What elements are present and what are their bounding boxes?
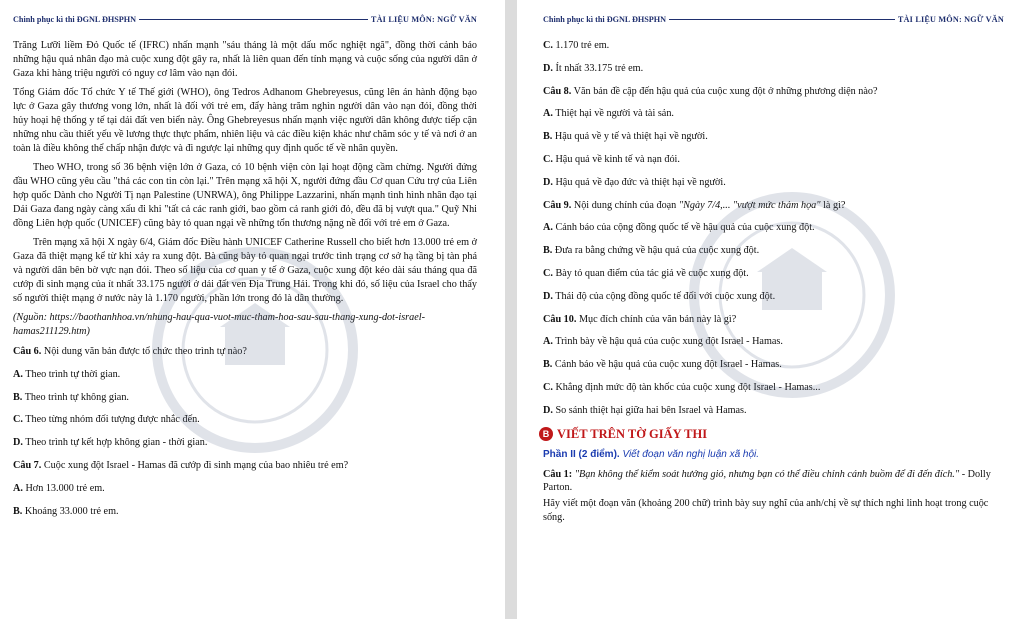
option-text: Hơn 13.000 trẻ em. — [22, 482, 105, 494]
question-6-option-b — [13, 391, 477, 405]
option-text: Theo trình tự thời gian. — [22, 368, 121, 380]
page-header — [543, 13, 1004, 25]
page-left — [0, 0, 505, 619]
question-9-quote: "Ngày 7/4,... "vượt mức thảm họa" — [678, 199, 821, 211]
page-right — [517, 0, 1024, 619]
option-text: Đưa ra bằng chứng về hậu quả của cuộc xung đột. — [552, 245, 760, 257]
option-key: D. — [543, 290, 553, 302]
question-9-option-b — [543, 244, 1004, 258]
source-citation: (Nguồn: https://baothanhhoa.vn/nhung-hau-qua-vuot-muc-tham-hoa-sau-sau-thang-xung-dot-israel-hamas211129.htm) — [13, 312, 425, 338]
header-right: TÀI LIỆU MÔN: NGỮ VĂN — [370, 14, 477, 24]
question-6-option-c — [13, 413, 477, 427]
header-left: Chinh phục kì thi ĐGNL ĐHSPHN — [13, 14, 137, 24]
option-text: Thiệt hại về người và tài sản. — [552, 108, 674, 120]
header-right: TÀI LIỆU MÔN: NGỮ VĂN — [897, 14, 1004, 24]
paragraph-1: Trăng Lưỡi liềm Đỏ Quốc tế (IFRC) nhấn mạnh "sáu tháng là một dấu mốc nghiệt ngã", đồng thời cảnh báo những hậu quả nhân đạo mà cuộc xung đột gây ra, nhất là liên quan đến tính mạng và cuộc sống của người dân ở Gaza khi hàng triệu người có nguy cơ lâm vào nạn đói. — [13, 40, 477, 79]
question-9-number: Câu 9. — [543, 199, 572, 211]
page-header — [13, 13, 477, 25]
question-6 — [13, 345, 477, 359]
question-8-option-b — [543, 130, 1004, 144]
question-9 — [543, 199, 1004, 213]
option-key: D. — [543, 62, 553, 74]
option-key: D. — [13, 437, 23, 449]
question-10-number: Câu 10. — [543, 313, 577, 325]
option-key: A. — [13, 368, 23, 380]
question-8 — [543, 85, 1004, 99]
option-key: C. — [543, 267, 553, 279]
option-key: B. — [13, 505, 23, 517]
question-6-number: Câu 6. — [13, 345, 42, 357]
option-text: Theo từng nhóm đối tượng được nhắc đến. — [22, 414, 200, 426]
question-8-option-d — [543, 176, 1004, 190]
option-key: B. — [543, 359, 553, 371]
option-text: Ít nhất 33.175 trẻ em. — [552, 62, 644, 74]
option-key: B. — [543, 131, 553, 143]
question-7 — [13, 459, 477, 473]
option-key: B. — [543, 245, 553, 257]
writing-question-1-task: Hãy viết một đoạn văn (khoảng 200 chữ) trình bày suy nghĩ của anh/chị về sự thích nghi linh hoạt trong cuộc sống. — [543, 498, 989, 523]
question-10 — [543, 313, 1004, 327]
question-10-option-b — [543, 358, 1004, 372]
option-key: C. — [543, 40, 553, 51]
question-7-number: Câu 7. — [13, 459, 42, 471]
option-text: Trình bày về hậu quả của cuộc xung đột Israel - Hamas. — [552, 336, 783, 348]
writing-question-1-number: Câu 1: — [543, 468, 573, 480]
question-7-option-d — [543, 62, 1004, 76]
paragraph-4: Trên mạng xã hội X ngày 6/4, Giám đốc Điều hành UNICEF Catherine Russell cho biết hơn 13.000 trẻ em ở Gaza đã thiệt mạng kể từ khi xảy ra xung đột. Bà cũng bày tỏ quan ngại trước tình trạng cơ sở hạ tầng bị tàn phá và người dân bên bờ vực nạn đói. Theo số liệu của cơ quan y tế ở Gaza, cuộc xung đột kéo dài sáu tháng qua đã cướp đi sinh mạng của ít nhất 33.175 người ở dải đất ven Địa Trung Hải. Trong khi đó, số liệu của Israel cho thấy số người thiệt mạng ở nước này là 1.170 người, phần lớn trong đó là dân thường. — [13, 237, 477, 304]
paragraph-3: Theo WHO, trong số 36 bệnh viện lớn ở Gaza, có 10 bệnh viện còn lại hoạt động cầm chừng. Người đứng đầu WHO cũng yêu cầu "thả các con tin còn lại." Trên mạng xã hội X, người đứng đầu Cơ quan Cứu trợ của Liên hợp quốc Dành cho Người Tị nạn Palestine (UNRWA), ông Philippe Lazzarini, nhấn mạnh tình hình nhân đạo tại Dải Gaza đang ngày càng xấu đi khi "tất cả các ranh giới, bao gồm cả ranh giới đỏ, đều đã bị vượt qua." Quỹ Nhi đồng Liên hợp quốc (UNICEF) cũng bày tỏ quan ngại về những tổn thương nặng nề đối với trẻ em ở Gaza. — [13, 162, 477, 229]
part-label: Phần II (2 điểm). — [543, 448, 620, 460]
option-key: A. — [543, 222, 553, 234]
option-text: Hậu quả về y tế và thiệt hại về người. — [552, 131, 708, 143]
question-10-option-c — [543, 381, 1004, 395]
option-text: Cảnh báo của cộng đồng quốc tế về hậu quả của cuộc xung đột. — [552, 222, 815, 234]
header-rule — [139, 19, 368, 20]
question-6-option-d — [13, 436, 477, 450]
option-text: Theo trình tự không gian. — [22, 391, 129, 403]
section-heading — [539, 427, 1004, 442]
option-key: C. — [13, 414, 23, 426]
option-text: Bày tỏ quan điểm của tác giả về cuộc xung đột. — [552, 267, 749, 279]
option-key: A. — [13, 482, 23, 494]
section-badge: B — [539, 427, 553, 441]
paragraph-2: Tổng Giám đốc Tổ chức Y tế Thế giới (WHO), ông Tedros Adhanom Ghebreyesus, cũng lên án hành động bạo lực ở Gaza gây thương vong lớn, nhất là đối với trẻ em, đẩy hàng trăm nghìn người dân vào nạn đói, đồng thời hủy hoại hệ thống y tế tại dải đất ven biển này. Ông Ghebreyesus nhấn mạnh việc người dân không được tiếp cận những nhu cầu thiết yếu về lương thực thực phẩm, nhiên liệu và các điều kiện khác như chăm sóc y tế và nơi ở an toàn là điều không thể chấp nhận được và đi ngược lại những quy định quốc tế về nhân quyền. — [13, 87, 477, 154]
question-7-option-c — [543, 39, 1004, 53]
question-9-option-a — [543, 221, 1004, 235]
option-text: Theo trình tự kết hợp không gian - thời gian. — [22, 437, 208, 449]
question-8-option-c — [543, 153, 1004, 167]
part-heading — [543, 449, 1004, 460]
section-title: VIẾT TRÊN TỜ GIẤY THI — [557, 426, 708, 441]
option-text: 1.170 trẻ em. — [552, 40, 610, 51]
option-key: C. — [543, 153, 553, 165]
option-key: A. — [543, 336, 553, 348]
option-key: C. — [543, 381, 553, 393]
option-text: Cảnh báo về hậu quả của cuộc xung đột Israel - Hamas. — [552, 359, 782, 371]
question-8-text: Văn bản đề cập đến hậu quả của cuộc xung đột ở những phương diện nào? — [571, 85, 878, 97]
question-7-text: Cuộc xung đột Israel - Hamas đã cướp đi sinh mạng của bao nhiêu trẻ em? — [41, 459, 349, 471]
option-key: A. — [543, 108, 553, 120]
header-left: Chinh phục kì thi ĐGNL ĐHSPHN — [543, 14, 667, 24]
question-10-text: Mục đích chính của văn bản này là gì? — [576, 313, 737, 325]
question-9-text-a: Nội dung chính của đoạn — [571, 199, 679, 211]
question-9-text-b: là gì? — [820, 199, 846, 211]
question-9-option-d — [543, 290, 1004, 304]
part-description: Viết đoạn văn nghị luận xã hội. — [619, 448, 760, 460]
writing-question-1-author: - Dolly Parton. — [543, 468, 991, 494]
question-7-option-b — [13, 505, 477, 519]
option-key: D. — [543, 404, 553, 416]
question-7-option-a — [13, 482, 477, 496]
option-key: B. — [13, 391, 23, 403]
option-key: D. — [543, 176, 553, 188]
option-text: Khoảng 33.000 trẻ em. — [22, 505, 119, 517]
header-rule — [669, 19, 895, 20]
question-9-option-c — [543, 267, 1004, 281]
question-6-text: Nội dung văn bản được tổ chức theo trình tự nào? — [41, 345, 247, 357]
option-text: Thái độ của cộng đồng quốc tế đối với cuộc xung đột. — [552, 290, 776, 302]
question-10-option-d — [543, 404, 1004, 418]
writing-question-1-quote: "Bạn không thể kiểm soát hướng gió, nhưng bạn có thể điều chỉnh cánh buồm để đi đến đích." — [572, 468, 960, 480]
option-text: Hậu quả về kinh tế và nạn đói. — [552, 153, 680, 165]
option-text: Khẳng định mức độ tàn khốc của cuộc xung đột Israel - Hamas... — [552, 381, 821, 393]
writing-question-1 — [543, 468, 1004, 496]
question-8-option-a — [543, 107, 1004, 121]
question-10-option-a — [543, 335, 1004, 349]
option-text: So sánh thiệt hại giữa hai bên Israel và Hamas. — [552, 404, 747, 416]
option-text: Hậu quả về đạo đức và thiệt hại về người. — [552, 176, 726, 188]
question-6-option-a — [13, 368, 477, 382]
question-8-number: Câu 8. — [543, 85, 572, 97]
